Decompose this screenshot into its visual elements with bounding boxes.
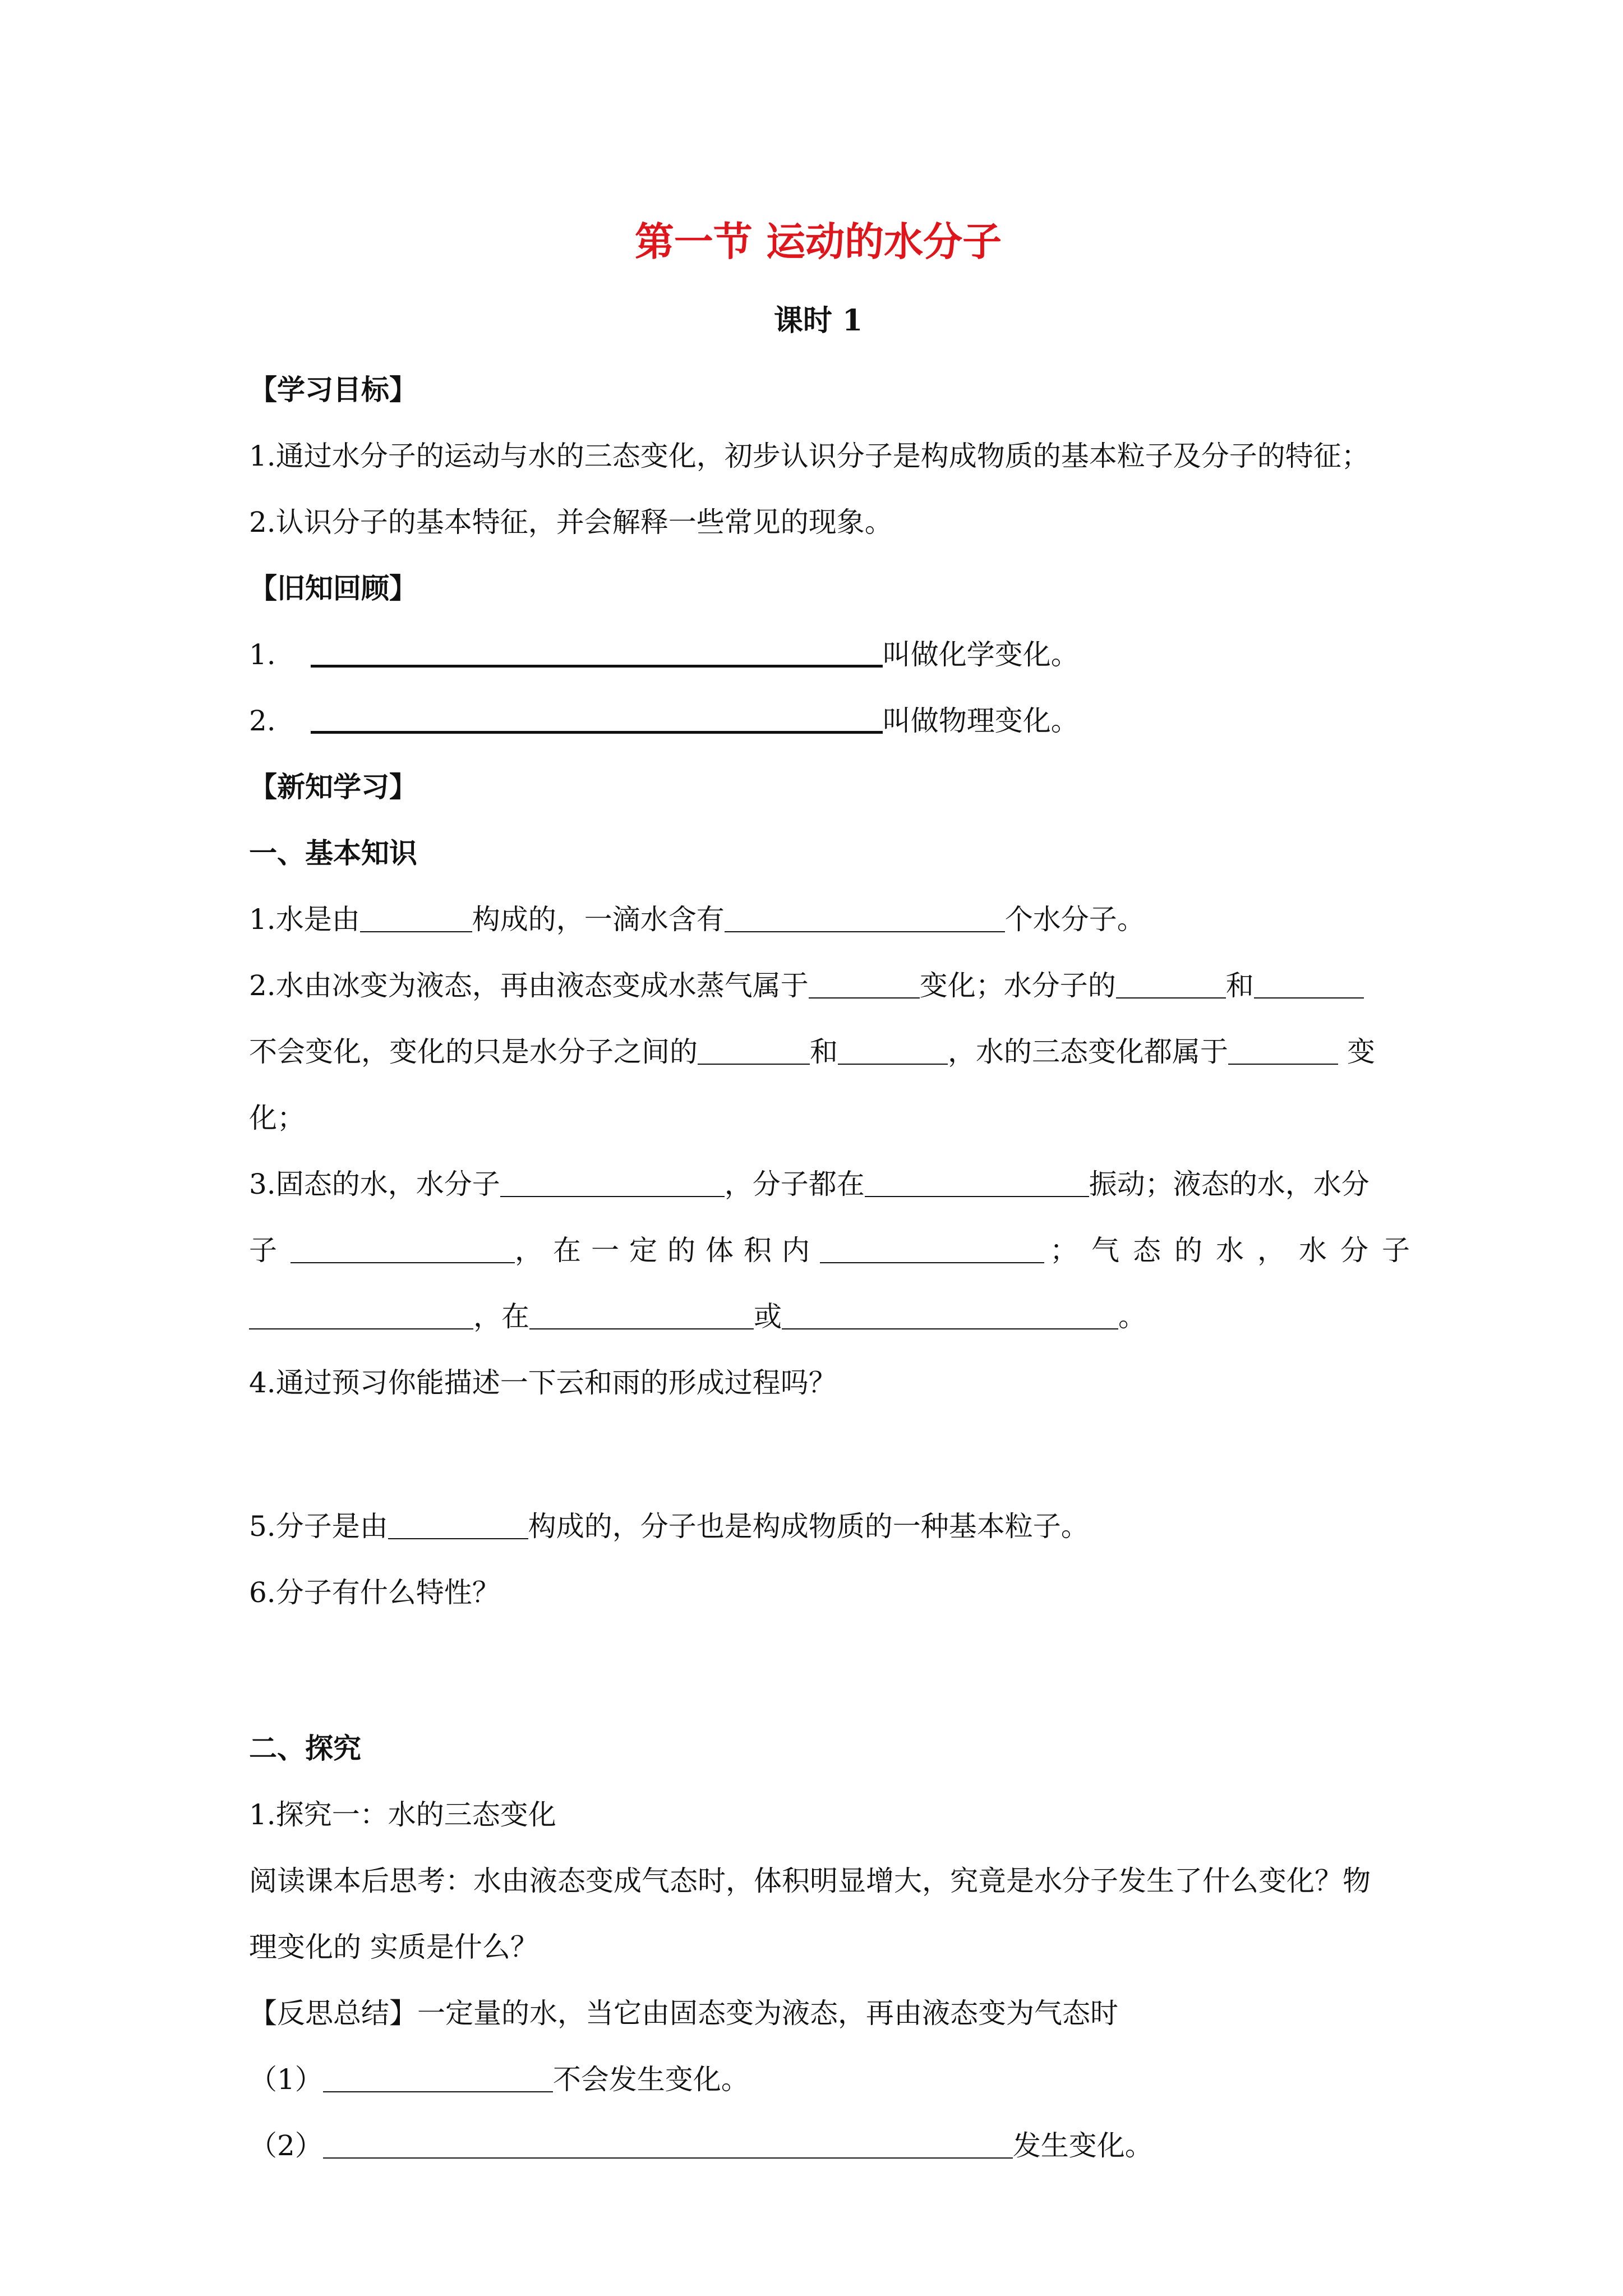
section-explore: 二、探究	[249, 1732, 361, 1765]
q3-blank-5[interactable]	[249, 1300, 473, 1329]
q2-text-b: 变化；水分子的	[919, 969, 1116, 1002]
q2-text-d: 不会变化，变化的只是水分子之间的	[249, 1036, 698, 1068]
q5-text-b: 构成的，分子也是构成物质的一种基本粒子。	[528, 1510, 1089, 1543]
reflection-2-number: （2）	[249, 2129, 323, 2162]
question-2-line-1	[249, 953, 1387, 1019]
question-1	[249, 886, 1387, 953]
q5-text-a: 5.分子是由	[249, 1510, 388, 1543]
review-q2-number: 2.	[249, 705, 276, 737]
q2-blank-4[interactable]	[698, 1036, 810, 1065]
q2-text-c: 和	[1225, 969, 1254, 1002]
q3-text-f: ；气态的水，水分子	[1050, 1234, 1423, 1267]
page-subtitle: 课时 1	[773, 303, 863, 338]
objectives-heading: 【学习目标】	[249, 373, 417, 406]
question-5	[249, 1493, 1387, 1559]
q3-blank-1[interactable]	[500, 1168, 725, 1197]
reflection-1-text: 不会发生变化。	[552, 2063, 749, 2096]
q1-blank-2[interactable]	[725, 903, 1005, 932]
review-q1-blank[interactable]	[311, 634, 883, 668]
question-2-line-3: 化；	[249, 1102, 305, 1134]
explore-1-reading-line-1: 阅读课本后思考：水由液态变成气态时，体积明显增大，究竟是水分子发生了什么变化？物	[249, 1865, 1371, 1897]
reflection-2-text: 发生变化。	[1012, 2129, 1153, 2162]
q2-text-g: 变	[1347, 1036, 1375, 1068]
reflection-1-number: （1）	[249, 2063, 323, 2096]
review-q2-text: 叫做物理变化。	[882, 705, 1079, 737]
q3-blank-4[interactable]	[820, 1234, 1044, 1263]
q1-text-c: 个水分子。	[1004, 903, 1145, 936]
question-3-line-3	[249, 1283, 1387, 1350]
review-q2-blank[interactable]	[311, 701, 883, 734]
review-q1-number: 1.	[249, 638, 276, 671]
q2-blank-2[interactable]	[1116, 969, 1226, 999]
q2-text-f: ，水的三态变化都属于	[948, 1036, 1228, 1068]
review-question-2	[249, 688, 1387, 754]
objective-item-1: 1.通过水分子的运动与水的三态变化，初步认识分子是构成物质的基本粒子及分子的特征；	[249, 440, 1370, 472]
q2-text-e: 和	[810, 1036, 838, 1068]
q3-text-g: ，在	[473, 1300, 529, 1333]
reflection-item-2	[249, 2113, 1387, 2179]
q3-text-e: ，在一定的体积内	[515, 1234, 820, 1267]
q2-blank-6[interactable]	[1228, 1036, 1338, 1065]
q3-text-d: 子	[249, 1234, 277, 1267]
q1-blank-1[interactable]	[360, 903, 472, 932]
q3-text-b: ，分子都在	[724, 1168, 865, 1200]
q3-blank-7[interactable]	[782, 1300, 1118, 1329]
q3-blank-6[interactable]	[529, 1300, 754, 1329]
q3-blank-3[interactable]	[291, 1234, 515, 1263]
explore-1-reading-line-2: 理变化的 实质是什么？	[249, 1931, 538, 1963]
question-3-line-1	[249, 1151, 1387, 1217]
q2-blank-5[interactable]	[838, 1036, 948, 1065]
q3-text-h: 或	[754, 1300, 782, 1333]
question-6: 6.分子有什么特性？	[249, 1576, 500, 1609]
reflection-summary: 【反思总结】一定量的水，当它由固态变为液态，再由液态变为气态时	[249, 1997, 1118, 2030]
answer-space-6[interactable]	[249, 1626, 1387, 1715]
q3-blank-2[interactable]	[865, 1168, 1089, 1197]
q3-text-i: 。	[1118, 1300, 1146, 1333]
review-question-1	[249, 622, 1387, 688]
explore-1-title: 1.探究一：水的三态变化	[249, 1798, 556, 1831]
reflection-item-1	[249, 2046, 1387, 2113]
q5-blank-1[interactable]	[388, 1510, 528, 1539]
q1-text-a: 1.水是由	[249, 903, 360, 936]
question-3-line-2	[249, 1217, 1423, 1283]
section-basic-knowledge: 一、基本知识	[249, 836, 417, 869]
review-heading: 【旧知回顾】	[249, 572, 417, 605]
review-q1-text: 叫做化学变化。	[882, 638, 1079, 671]
reflection-1-blank[interactable]	[323, 2063, 553, 2092]
q3-text-a: 3.固态的水，水分子	[249, 1168, 500, 1200]
q3-text-c: 振动；液态的水，水分	[1089, 1168, 1370, 1200]
page-title: 第一节 运动的水分子	[634, 218, 1002, 265]
worksheet-content	[249, 211, 1423, 2179]
q2-blank-3[interactable]	[1254, 969, 1364, 999]
question-2-line-2	[249, 1019, 1387, 1085]
answer-space-4[interactable]	[249, 1416, 1387, 1493]
q2-text-a: 2.水由冰变为液态，再由液态变成水蒸气属于	[249, 969, 809, 1002]
objective-item-2: 2.认识分子的基本特征，并会解释一些常见的现象。	[249, 506, 893, 539]
q1-text-b: 构成的，一滴水含有	[472, 903, 725, 936]
q2-blank-1[interactable]	[809, 969, 920, 999]
reflection-2-blank[interactable]	[323, 2129, 1013, 2159]
question-4: 4.通过预习你能描述一下云和雨的形成过程吗？	[249, 1366, 837, 1399]
new-learning-heading: 【新知学习】	[249, 770, 417, 803]
